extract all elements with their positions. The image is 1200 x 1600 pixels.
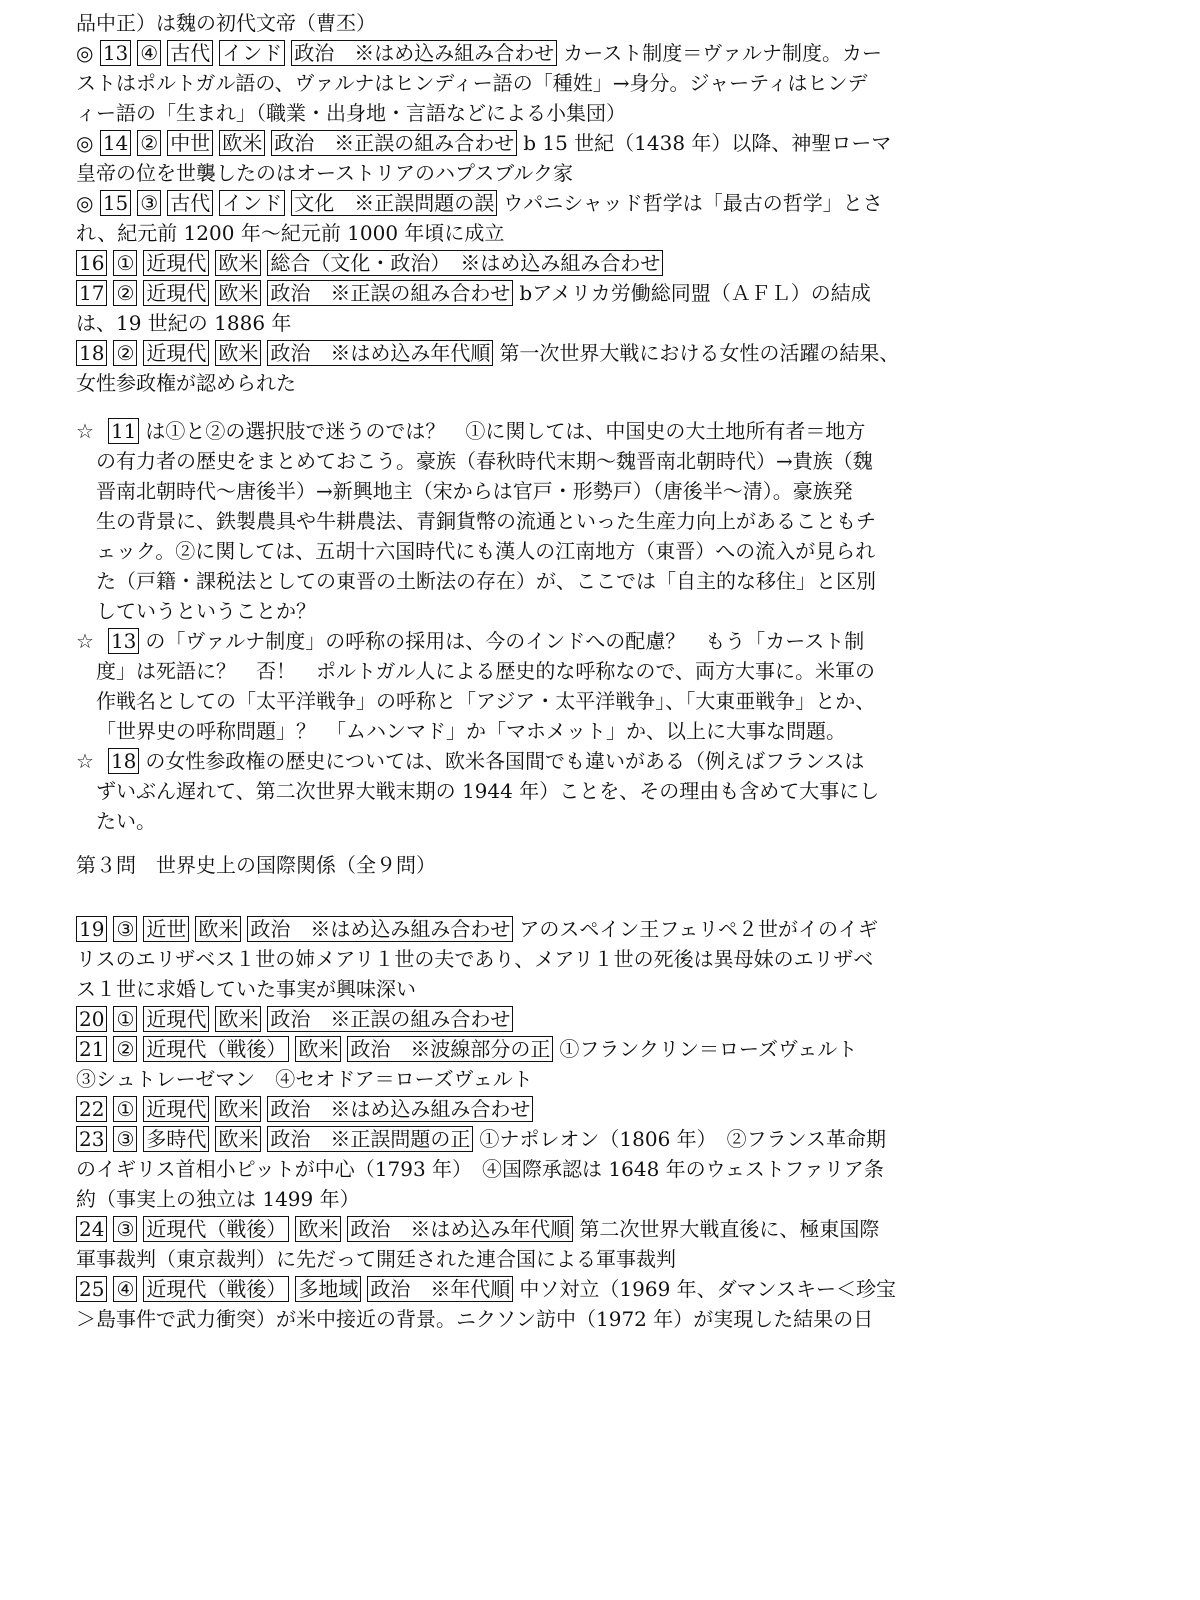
line-text: 第一次世界大戦における女性の活躍の結果、 — [499, 341, 900, 365]
category-tag-box: ② — [113, 340, 137, 366]
category-tag-box: 政治 ※正誤の組み合わせ — [267, 1006, 513, 1032]
text-line — [76, 188, 956, 218]
category-tag-box: 欧米 — [215, 1096, 261, 1122]
line-text: 品中正）は魏の初代文帝（曹丕） — [76, 11, 376, 35]
text-line — [76, 1004, 956, 1034]
category-tag-box: ② — [137, 130, 161, 156]
category-tag-box: 近現代（戦後） — [143, 1276, 289, 1302]
text-line — [76, 128, 956, 158]
question-number-box: 14 — [100, 130, 131, 156]
category-tag-box: 古代 — [167, 40, 213, 66]
line-text: 約（事実上の独立は 1499 年） — [76, 1187, 360, 1211]
category-tag-box: 政治 ※波線部分の正 — [347, 1036, 553, 1062]
text-line — [76, 974, 956, 1004]
text-line — [76, 1274, 956, 1304]
line-text: bアメリカ労働総同盟（ＡＦＬ）の結成 — [519, 281, 871, 305]
text-line — [76, 158, 956, 188]
question-number-box: 13 — [100, 40, 131, 66]
category-tag-box: ③ — [113, 916, 137, 942]
category-tag-box: 近現代 — [143, 340, 209, 366]
line-text: の「ヴァルナ制度」の呼称の採用は、今のインドへの配慮？ もう「カースト制 — [145, 629, 865, 653]
line-text: ストはポルトガル語の、ヴァルナはヒンディー語の「種姓」→身分。ジャーティはヒンデ — [76, 71, 868, 95]
category-tag-box: 近現代 — [143, 250, 209, 276]
line-text: ィー語の「生まれ」（職業・出身地・言語などによる小集団） — [76, 101, 626, 125]
note-line — [96, 446, 956, 476]
text-line — [76, 944, 956, 974]
category-tag-box: 政治 ※はめ込み年代順 — [267, 340, 493, 366]
question-number-box: 20 — [76, 1006, 107, 1032]
question-number-box: 15 — [100, 190, 131, 216]
line-text: は、19 世紀の 1886 年 — [76, 311, 292, 335]
category-tag-box: 文化 ※正誤問題の誤 — [291, 190, 497, 216]
line-text: ③シュトレーゼマン ④セオドア＝ローズヴェルト — [76, 1067, 533, 1091]
category-tag-box: ④ — [113, 1276, 137, 1302]
text-line — [76, 1304, 956, 1334]
category-tag-box: 古代 — [167, 190, 213, 216]
text-line — [76, 1094, 956, 1124]
note-line — [96, 596, 956, 626]
text-line — [76, 1124, 956, 1154]
line-text: していうということか？ — [96, 599, 316, 623]
text-line — [76, 218, 956, 248]
line-text: の有力者の歴史をまとめておこう。豪族（春秋時代末期～魏晋南北朝時代）→貴族（魏 — [96, 449, 873, 473]
category-tag-box: 近現代 — [143, 1096, 209, 1122]
category-tag-box: 欧米 — [295, 1036, 341, 1062]
question-number-box: 19 — [76, 916, 107, 942]
line-text: たい。 — [96, 809, 156, 833]
star-symbol: ☆ — [76, 749, 94, 773]
text-line — [76, 38, 956, 68]
line-text: 女性参政権が認められた — [76, 371, 296, 395]
category-tag-box: 欧米 — [215, 280, 261, 306]
category-tag-box: 政治 ※はめ込み組み合わせ — [291, 40, 557, 66]
category-tag-box: 欧米 — [215, 1006, 261, 1032]
note-line — [96, 776, 956, 806]
question-number-box: 11 — [108, 418, 139, 444]
text-line — [76, 368, 956, 398]
text-line — [76, 98, 956, 128]
line-text: アのスペイン王フェリペ２世がイのイギ — [519, 917, 878, 941]
category-tag-box: インド — [219, 190, 285, 216]
note-line — [76, 416, 956, 446]
note-line — [96, 506, 956, 536]
question-number-box: 17 — [76, 280, 107, 306]
line-text: ェック。②に関しては、五胡十六国時代にも漢人の江南地方（東晋）への流入が見られ — [96, 539, 876, 563]
category-tag-box: 近現代（戦後） — [143, 1036, 289, 1062]
text-line — [76, 308, 956, 338]
category-tag-box: 政治 ※正誤の組み合わせ — [267, 280, 513, 306]
note-line — [96, 716, 956, 746]
category-tag-box: 政治 ※はめ込み年代順 — [347, 1216, 573, 1242]
category-tag-box: 政治 ※はめ込み組み合わせ — [247, 916, 513, 942]
question-number-box: 22 — [76, 1096, 107, 1122]
category-tag-box: 多地域 — [295, 1276, 361, 1302]
mark-symbol: ◎ — [76, 191, 100, 215]
line-text: た（戸籍・課税法としての東晋の土断法の存在）が、ここでは「自主的な移住」と区別 — [96, 569, 876, 593]
category-tag-box: ① — [113, 1096, 137, 1122]
line-text: 度」は死語に？ 否！ ポルトガル人による歴史的な呼称なので、両方大事に。米軍の — [96, 659, 875, 683]
category-tag-box: 政治 ※正誤問題の正 — [267, 1126, 473, 1152]
line-text: は①と②の選択肢で迷うのでは？ ①に関しては、中国史の大土地所有者＝地方 — [145, 419, 866, 443]
line-text: ウパニシャッド哲学は「最古の哲学」とさ — [503, 191, 883, 215]
line-text: 生の背景に、鉄製農具や牛耕農法、青銅貨幣の流通といった生産力向上があることもチ — [96, 509, 876, 533]
question-number-box: 24 — [76, 1216, 107, 1242]
question-number-box: 18 — [76, 340, 107, 366]
text-line — [76, 278, 956, 308]
mark-symbol: ◎ — [76, 131, 100, 155]
category-tag-box: 近現代 — [143, 280, 209, 306]
text-line — [76, 68, 956, 98]
line-text: ①フランクリン＝ローズヴェルト — [559, 1037, 858, 1061]
line-text: のイギリス首相小ピットが中心（1793 年） ④国際承認は 1648 年のウェストファリア条 — [76, 1157, 884, 1181]
note-line — [96, 476, 956, 506]
category-tag-box: 欧米 — [215, 250, 261, 276]
section-heading: 第３問 世界史上の国際関係（全９問） — [76, 853, 436, 877]
category-tag-box: ③ — [113, 1126, 137, 1152]
question-number-box: 13 — [108, 628, 139, 654]
text-line — [76, 338, 956, 368]
line-text: ス１世に求婚していた事実が興味深い — [76, 977, 416, 1001]
text-line — [76, 248, 956, 278]
text-line — [76, 1214, 956, 1244]
line-text: 第二次世界大戦直後に、極東国際 — [579, 1217, 880, 1241]
line-text: れ、紀元前 1200 年～紀元前 1000 年頃に成立 — [76, 221, 505, 245]
line-text: カースト制度＝ヴァルナ制度。カー — [563, 41, 883, 65]
category-tag-box: 欧米 — [195, 916, 241, 942]
mark-symbol: ◎ — [76, 41, 100, 65]
note-line — [96, 686, 956, 716]
category-tag-box: 近世 — [143, 916, 189, 942]
question-number-box: 25 — [76, 1276, 107, 1302]
category-tag-box: 総合（文化・政治） ※はめ込み組み合わせ — [267, 250, 663, 276]
line-text: 軍事裁判（東京裁判）に先だって開廷された連合国による軍事裁判 — [76, 1247, 676, 1271]
line-text: リスのエリザベス１世の姉メアリ１世の夫であり、メアリ１世の死後は異母妹のエリザベ — [76, 947, 874, 971]
category-tag-box: 欧米 — [295, 1216, 341, 1242]
category-tag-box: ③ — [137, 190, 161, 216]
question-number-box: 23 — [76, 1126, 107, 1152]
question-number-box: 18 — [108, 748, 139, 774]
line-text: 中ソ対立（1969 年、ダマンスキー＜珍宝 — [519, 1277, 897, 1301]
line-text: 晋南北朝時代～唐後半）→新興地主（宋からは官戸・形勢戸）（唐後半～清）。豪族発 — [96, 479, 853, 503]
question-number-box: 21 — [76, 1036, 107, 1062]
line-text: 皇帝の位を世襲したのはオーストリアのハプスブルク家 — [76, 161, 573, 185]
category-tag-box: 近現代（戦後） — [143, 1216, 289, 1242]
category-tag-box: ① — [113, 1006, 137, 1032]
line-text: 「世界史の呼称問題」？ 「ムハンマド」か「マホメット」か、以上に大事な問題。 — [96, 719, 846, 743]
category-tag-box: 政治 ※はめ込み組み合わせ — [267, 1096, 533, 1122]
note-line — [96, 566, 956, 596]
line-text: の女性参政権の歴史については、欧米各国間でも違いがある（例えばフランスは — [145, 749, 865, 773]
star-symbol: ☆ — [76, 629, 94, 653]
category-tag-box: ② — [113, 280, 137, 306]
question-number-box: 16 — [76, 250, 107, 276]
note-line — [76, 746, 956, 776]
category-tag-box: ③ — [113, 1216, 137, 1242]
line-text: ＞島事件で武力衝突）が米中接近の背景。ニクソン訪中（1972 年）が実現した結果の日 — [76, 1307, 874, 1331]
category-tag-box: 近現代 — [143, 1006, 209, 1032]
category-tag-box: ④ — [137, 40, 161, 66]
category-tag-box: ① — [113, 250, 137, 276]
category-tag-box: 欧米 — [215, 1126, 261, 1152]
text-line — [76, 1154, 956, 1184]
category-tag-box: インド — [219, 40, 285, 66]
category-tag-box: 欧米 — [219, 130, 265, 156]
line-text: 作戦名としての「太平洋戦争」の呼称と「アジア・太平洋戦争」、「大東亜戦争」とか、 — [96, 689, 876, 713]
text-line — [76, 1064, 956, 1094]
star-symbol: ☆ — [76, 419, 94, 443]
note-line — [96, 656, 956, 686]
line-text: ずいぶん遅れて、第二次世界大戦末期の 1944 年）ことを、その理由も含めて大事にし — [96, 779, 880, 803]
category-tag-box: 欧米 — [215, 340, 261, 366]
text-line — [76, 1244, 956, 1274]
line-text: b 15 世紀（1438 年）以降、神聖ローマ — [523, 131, 892, 155]
note-line — [96, 536, 956, 566]
category-tag-box: 政治 ※年代順 — [367, 1276, 513, 1302]
category-tag-box: ② — [113, 1036, 137, 1062]
text-line — [76, 1184, 956, 1214]
text-line — [76, 914, 956, 944]
note-line — [76, 626, 956, 656]
category-tag-box: 政治 ※正誤の組み合わせ — [271, 130, 517, 156]
line-text: ①ナポレオン（1806 年） ②フランス革命期 — [479, 1127, 887, 1151]
category-tag-box: 中世 — [167, 130, 213, 156]
note-line — [96, 806, 956, 836]
text-line — [76, 1034, 956, 1064]
text-line — [76, 8, 956, 38]
category-tag-box: 多時代 — [143, 1126, 209, 1152]
